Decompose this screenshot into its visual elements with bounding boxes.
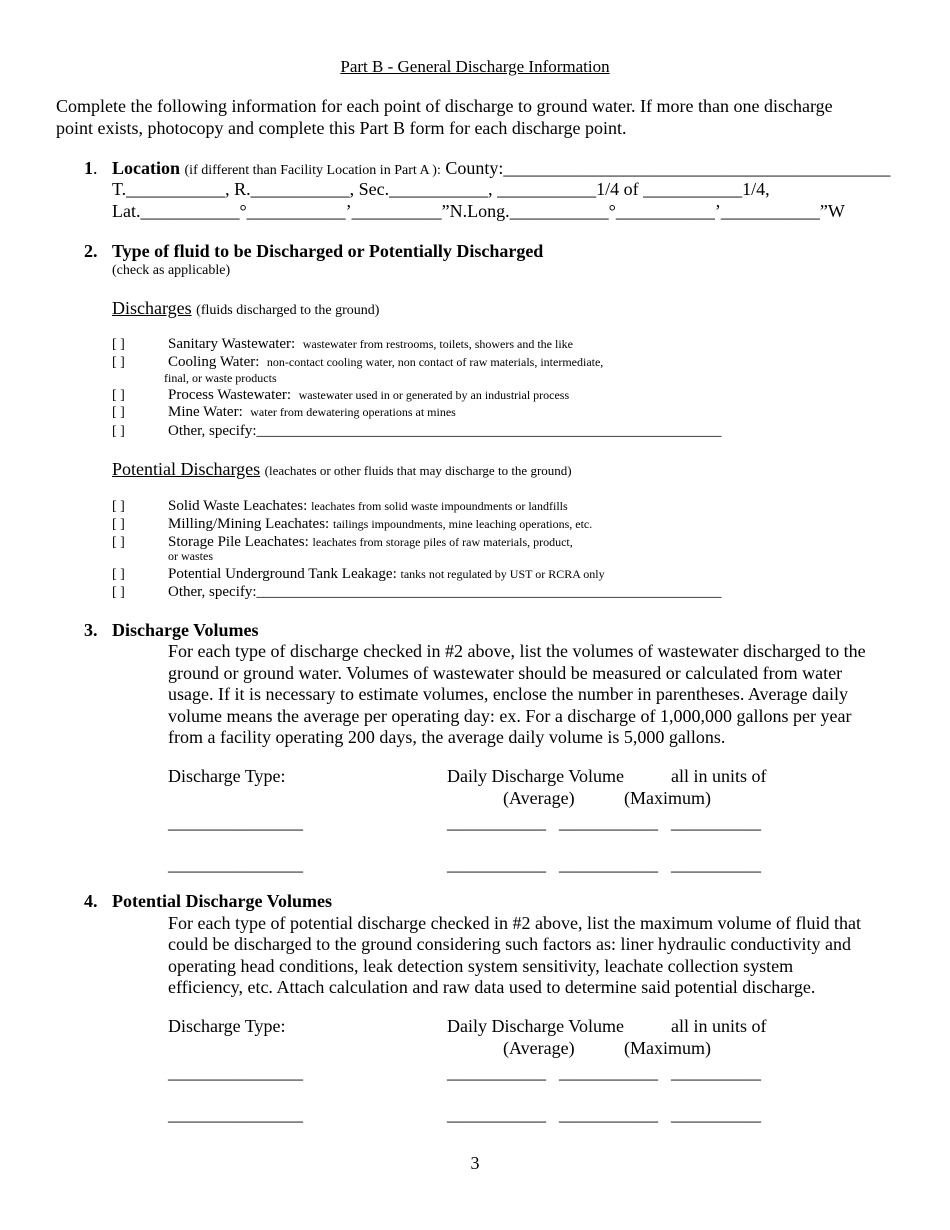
section-1-number: 1. xyxy=(84,158,98,178)
s4-units-header: all in units of xyxy=(671,1016,767,1036)
s3-units-header: all in units of xyxy=(671,766,767,786)
s3-row2-average-field[interactable]: ___________ xyxy=(447,854,546,874)
checkbox-mine[interactable]: [ ] xyxy=(112,405,125,420)
section-4-heading: Potential Discharge Volumes xyxy=(112,891,332,911)
section-1-note: (if different than Facility Location in Part A ): xyxy=(184,163,441,178)
item-process: Process Wastewater: wastewater used in or generated by an industrial process xyxy=(168,387,570,403)
item-mine: Mine Water: water from dewatering operations at mines xyxy=(168,404,456,420)
section-1-location-line xyxy=(112,158,890,179)
page-title: Part B - General Discharge Information xyxy=(340,57,610,76)
section-4-para-line: could be discharged to the ground considering such factors as: liner hydraulic conductivity and xyxy=(168,934,851,954)
s3-row2-units-field[interactable]: __________ xyxy=(671,854,761,874)
item-storage-pile-cont: or wastes xyxy=(168,549,213,563)
s3-row1-units-field[interactable]: __________ xyxy=(671,812,761,832)
s4-average-header: (Average) xyxy=(503,1038,575,1058)
item-solid-waste: Solid Waste Leachates: leachates from solid waste impoundments or landfills xyxy=(168,498,568,514)
section-2-subheading: (check as applicable) xyxy=(112,263,231,278)
s4-maximum-header: (Maximum) xyxy=(624,1038,711,1058)
s4-row1-units-field[interactable]: __________ xyxy=(671,1062,761,1082)
section-4-para-line: For each type of potential discharge checked in #2 above, list the maximum volume of fluid that xyxy=(168,913,861,933)
s3-row1-average-field[interactable]: ___________ xyxy=(447,812,546,832)
item-cooling-cont: final, or waste products xyxy=(164,371,277,385)
s4-daily-volume-header: Daily Discharge Volume xyxy=(447,1016,624,1036)
potential-other-specify-field[interactable]: Other, specify:______________________________________________________________ xyxy=(168,584,722,600)
s4-row1-type-field[interactable]: _______________ xyxy=(168,1062,303,1082)
checkbox-other[interactable]: [ ] xyxy=(112,424,125,439)
page-number: 3 xyxy=(470,1153,480,1173)
section-2-number: 2. xyxy=(84,241,98,261)
checkbox-tank-leakage[interactable]: [ ] xyxy=(112,567,125,582)
s3-row2-type-field[interactable]: _______________ xyxy=(168,854,303,874)
s4-row1-maximum-field[interactable]: ___________ xyxy=(559,1062,658,1082)
checkbox-storage-pile[interactable]: [ ] xyxy=(112,535,125,550)
intro-line-1: Complete the following information for each point of discharge to ground water. If more than one discharge xyxy=(56,96,833,116)
section-4-para-line: operating head conditions, leak detection system sensitivity, leachate collection system xyxy=(168,956,794,976)
s4-row2-type-field[interactable]: _______________ xyxy=(168,1104,303,1124)
section-4-para-line: efficiency, etc. Attach calculation and raw data used to determine said potential discharge. xyxy=(168,977,816,997)
section-3-para-line: usage. If it is necessary to estimate volumes, enclose the number in parentheses. Average daily xyxy=(168,684,848,704)
checkbox-solid-waste[interactable]: [ ] xyxy=(112,499,125,514)
lat-long-field[interactable]: Lat.___________°___________’__________”N.Long.___________°___________’___________”W xyxy=(112,201,845,221)
s4-row2-units-field[interactable]: __________ xyxy=(671,1104,761,1124)
section-3-para-line: volume means the average per operating day: ex. For a discharge of 1,000,000 gallons per year xyxy=(168,706,852,726)
s3-row2-maximum-field[interactable]: ___________ xyxy=(559,854,658,874)
s3-row1-maximum-field[interactable]: ___________ xyxy=(559,812,658,832)
s4-discharge-type-header: Discharge Type: xyxy=(168,1016,286,1036)
section-2-heading: Type of fluid to be Discharged or Potentially Discharged xyxy=(112,241,544,261)
checkbox-potential-other[interactable]: [ ] xyxy=(112,585,125,600)
section-3-para-line: For each type of discharge checked in #2 above, list the volumes of wastewater discharged to the xyxy=(168,641,866,661)
section-3-para-line: from a facility operating 200 days, the average daily volume is 5,000 gallons. xyxy=(168,727,726,747)
potential-discharges-heading: Potential Discharges (leachates or other fluids that may discharge to the ground) xyxy=(112,459,572,479)
s3-row1-type-field[interactable]: _______________ xyxy=(168,812,303,832)
section-3-number: 3. xyxy=(84,620,98,640)
other-specify-field[interactable]: Other, specify:______________________________________________________________ xyxy=(168,423,722,439)
item-tank-leakage: Potential Underground Tank Leakage: tanks not regulated by UST or RCRA only xyxy=(168,566,605,582)
section-4-number: 4. xyxy=(84,891,98,911)
item-sanitary: Sanitary Wastewater: wastewater from restrooms, toilets, showers and the like xyxy=(168,336,573,352)
county-field[interactable]: County:___________________________________________ xyxy=(445,158,891,178)
section-3-heading: Discharge Volumes xyxy=(112,620,259,640)
item-cooling: Cooling Water: non-contact cooling water, non contact of raw materials, intermediate, xyxy=(168,354,604,370)
checkbox-process[interactable]: [ ] xyxy=(112,388,125,403)
s3-maximum-header: (Maximum) xyxy=(624,788,711,808)
item-milling: Milling/Mining Leachates: tailings impoundments, mine leaching operations, etc. xyxy=(168,516,593,532)
township-range-field[interactable]: T.___________, R.___________, Sec.___________, ___________1/4 of ___________1/4, xyxy=(112,179,770,199)
discharges-heading: Discharges (fluids discharged to the ground) xyxy=(112,298,380,318)
s3-discharge-type-header: Discharge Type: xyxy=(168,766,286,786)
s3-average-header: (Average) xyxy=(503,788,575,808)
checkbox-milling[interactable]: [ ] xyxy=(112,517,125,532)
s3-daily-volume-header: Daily Discharge Volume xyxy=(447,766,624,786)
checkbox-cooling[interactable]: [ ] xyxy=(112,355,125,370)
section-3-para-line: ground or ground water. Volumes of wastewater should be measured or calculated from water xyxy=(168,663,843,683)
section-1-heading: Location xyxy=(112,158,181,178)
item-storage-pile: Storage Pile Leachates: leachates from storage piles of raw materials, product, xyxy=(168,534,573,550)
checkbox-sanitary[interactable]: [ ] xyxy=(112,337,125,352)
intro-line-2: point exists, photocopy and complete this Part B form for each discharge point. xyxy=(56,118,627,138)
s4-row2-maximum-field[interactable]: ___________ xyxy=(559,1104,658,1124)
s4-row2-average-field[interactable]: ___________ xyxy=(447,1104,546,1124)
s4-row1-average-field[interactable]: ___________ xyxy=(447,1062,546,1082)
